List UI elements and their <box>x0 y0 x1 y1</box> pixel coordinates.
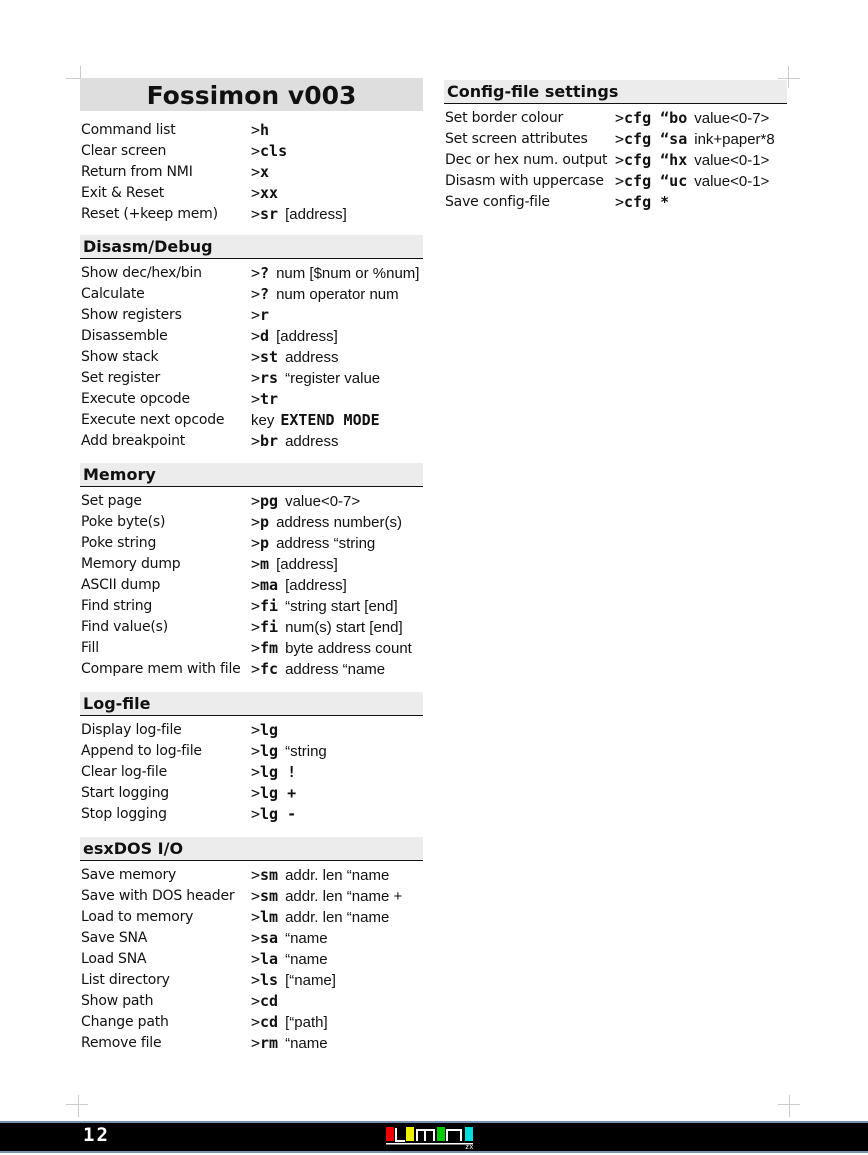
command-row <box>80 596 423 617</box>
command-description: Poke string <box>81 535 157 551</box>
section-header: Config-file settings <box>444 80 787 104</box>
command-row <box>80 949 423 970</box>
command-description: Set page <box>81 493 142 509</box>
command-syntax <box>251 804 296 826</box>
command-syntax <box>251 928 328 950</box>
prompt-symbol: > <box>251 1013 261 1031</box>
command-keyword: fi <box>260 597 279 615</box>
command-description: Compare mem with file <box>81 661 241 677</box>
command-row <box>80 762 423 783</box>
command-syntax <box>251 720 278 742</box>
prompt-symbol: > <box>251 866 261 884</box>
command-keyword: cfg “uc <box>624 172 688 190</box>
command-keyword: st <box>260 348 279 366</box>
command-keyword: lg <box>260 742 279 760</box>
command-description: Exit & Reset <box>81 185 165 201</box>
command-keyword: p <box>260 534 270 552</box>
command-syntax <box>251 865 389 887</box>
section-memory <box>80 463 423 680</box>
command-row <box>80 347 423 368</box>
command-syntax <box>615 150 769 172</box>
command-keyword: lg - <box>260 805 297 823</box>
command-description: Find string <box>81 598 153 614</box>
command-syntax <box>615 129 775 151</box>
command-syntax <box>251 491 360 513</box>
command-keyword: la <box>260 950 279 968</box>
footer-bar <box>0 1121 868 1153</box>
command-description: Fill <box>81 640 99 656</box>
command-syntax <box>251 886 402 908</box>
command-description: Find value(s) <box>81 619 168 635</box>
command-description: Clear log-file <box>81 764 167 780</box>
command-arguments: [“name] <box>285 972 336 989</box>
page-title: Fossimon v003 <box>80 78 423 111</box>
command-row <box>80 575 423 596</box>
command-description: Add breakpoint <box>81 433 186 449</box>
command-description: Execute opcode <box>81 391 190 407</box>
command-description: Change path <box>81 1014 169 1030</box>
prompt-symbol: > <box>251 492 261 510</box>
command-keyword: x <box>260 163 270 181</box>
command-row <box>80 865 423 886</box>
command-description: Save with DOS header <box>81 888 235 904</box>
section-header: Memory <box>80 463 423 487</box>
prompt-symbol: > <box>251 348 261 366</box>
command-description: Set register <box>81 370 161 386</box>
command-arguments: “string <box>285 743 327 760</box>
command-row <box>444 129 787 150</box>
command-syntax <box>251 263 419 285</box>
command-arguments: addr. len “name <box>285 909 390 926</box>
prompt-symbol: > <box>251 805 261 823</box>
command-description: List directory <box>81 972 170 988</box>
command-row <box>80 638 423 659</box>
command-keyword: cfg “hx <box>624 151 688 169</box>
command-keyword: h <box>260 121 270 139</box>
command-description: Save memory <box>81 867 177 883</box>
command-row <box>80 431 423 452</box>
prompt-symbol: > <box>251 971 261 989</box>
prompt-symbol: > <box>251 205 261 223</box>
command-syntax <box>251 554 338 576</box>
command-row <box>80 741 423 762</box>
command-keyword: fc <box>260 660 279 678</box>
command-row <box>80 183 423 204</box>
command-description: Execute next opcode <box>81 412 225 428</box>
command-description: Return from NMI <box>81 164 193 180</box>
command-syntax <box>251 907 389 929</box>
command-row <box>80 804 423 825</box>
command-syntax <box>251 410 380 432</box>
prompt-symbol: > <box>615 151 625 169</box>
command-description: Show path <box>81 993 154 1009</box>
prompt-symbol: > <box>251 660 261 678</box>
command-syntax <box>251 762 296 784</box>
command-row <box>80 533 423 554</box>
command-description: Set border colour <box>445 110 564 126</box>
command-arguments: [“path] <box>285 1014 328 1031</box>
command-description: Dec or hex num. output <box>445 152 608 168</box>
command-description: Set screen attributes <box>445 131 588 147</box>
command-arguments: [address] <box>285 577 347 594</box>
prompt-symbol: > <box>251 306 261 324</box>
command-keyword: lg ! <box>260 763 297 781</box>
command-keyword: fm <box>260 639 279 657</box>
prompt-symbol: > <box>251 721 261 739</box>
section-disasm-debug <box>80 235 423 452</box>
command-keyword: p <box>260 513 270 531</box>
command-description: Calculate <box>81 286 145 302</box>
command-syntax <box>251 741 327 763</box>
prompt-symbol: > <box>251 618 261 636</box>
command-row <box>80 783 423 804</box>
command-row <box>80 326 423 347</box>
command-arguments: addr. len “name <box>285 867 390 884</box>
command-arguments: value<0-7> <box>694 110 770 127</box>
command-description: Load to memory <box>81 909 194 925</box>
command-keyword: lg <box>260 721 279 739</box>
command-arguments: addr. len “name + <box>285 888 403 905</box>
command-keyword: ls <box>260 971 279 989</box>
command-description: ASCII dump <box>81 577 161 593</box>
command-row <box>80 907 423 928</box>
command-row <box>444 192 787 213</box>
command-syntax <box>251 783 296 805</box>
prompt-symbol: > <box>251 950 261 968</box>
command-row <box>80 368 423 389</box>
command-syntax <box>251 949 328 971</box>
command-row <box>80 491 423 512</box>
command-syntax <box>615 171 769 193</box>
command-keyword: m <box>260 555 270 573</box>
command-syntax <box>251 575 347 597</box>
prompt-symbol: > <box>251 908 261 926</box>
command-keyword: cls <box>260 142 288 160</box>
command-description: Clear screen <box>81 143 167 159</box>
command-description: Save SNA <box>81 930 148 946</box>
command-syntax <box>251 120 269 142</box>
command-row <box>80 512 423 533</box>
prompt-symbol: > <box>251 327 261 345</box>
command-syntax <box>251 368 380 390</box>
command-arguments: address “name <box>285 661 386 678</box>
prompt-symbol: > <box>251 390 261 408</box>
command-syntax <box>251 326 338 348</box>
command-syntax <box>251 659 385 681</box>
command-arguments: address “string <box>276 535 376 552</box>
prompt-symbol: > <box>251 163 261 181</box>
command-row <box>444 150 787 171</box>
prompt-symbol: > <box>251 992 261 1010</box>
command-row <box>80 305 423 326</box>
command-description: Start logging <box>81 785 169 801</box>
command-keyword: sm <box>260 887 279 905</box>
command-keyword: ? <box>260 264 270 282</box>
command-row <box>80 120 423 141</box>
command-row <box>80 410 423 431</box>
prompt-symbol: > <box>615 130 625 148</box>
command-keyword: sm <box>260 866 279 884</box>
prompt-symbol: > <box>615 109 625 127</box>
command-description: Command list <box>81 122 176 138</box>
command-row <box>80 991 423 1012</box>
command-syntax <box>615 192 669 214</box>
prompt-symbol: > <box>251 285 261 303</box>
command-arguments: [address] <box>276 556 338 573</box>
command-arguments: “name <box>285 951 328 968</box>
prompt-symbol: > <box>251 264 261 282</box>
command-arguments: ink+paper*8 <box>694 131 775 148</box>
command-keyword: d <box>260 327 270 345</box>
section-esxdos-io <box>80 837 423 1054</box>
command-keyword: lm <box>260 908 279 926</box>
command-keyword: cfg “bo <box>624 109 688 127</box>
command-row <box>80 204 423 225</box>
command-description: Disassemble <box>81 328 168 344</box>
svg-text:zx: zx <box>465 1143 474 1149</box>
command-row <box>80 886 423 907</box>
prompt-symbol: > <box>251 555 261 573</box>
command-row <box>80 1012 423 1033</box>
command-keyword: r <box>260 306 270 324</box>
command-keyword: EXTEND MODE <box>280 411 380 429</box>
command-syntax <box>251 638 412 660</box>
command-arguments: address <box>285 349 339 366</box>
command-arguments: num operator num <box>276 286 399 303</box>
prompt-symbol: > <box>251 432 261 450</box>
command-description: Disasm with uppercase <box>445 173 604 189</box>
command-row <box>80 389 423 410</box>
prompt-symbol: > <box>251 142 261 160</box>
command-arguments: “name <box>285 930 328 947</box>
section-log-file <box>80 692 423 825</box>
prompt-symbol: > <box>251 184 261 202</box>
prompt-symbol: > <box>251 534 261 552</box>
command-description: Append to log-file <box>81 743 202 759</box>
command-arguments: num(s) start [end] <box>285 619 403 636</box>
command-syntax <box>251 970 336 992</box>
command-keyword: lg + <box>260 784 297 802</box>
command-row <box>80 970 423 991</box>
command-description: Reset (+keep mem) <box>81 206 218 222</box>
section-header: Disasm/Debug <box>80 235 423 259</box>
command-keyword: pg <box>260 492 279 510</box>
section-header: esxDOS I/O <box>80 837 423 861</box>
prompt-symbol: > <box>251 513 261 531</box>
command-row <box>80 554 423 575</box>
command-syntax <box>251 1033 328 1055</box>
command-syntax <box>251 162 269 184</box>
command-keyword: rs <box>260 369 279 387</box>
command-keyword: ma <box>260 576 279 594</box>
command-prefix: key <box>251 412 275 429</box>
command-arguments: “register value <box>285 370 381 387</box>
command-row <box>80 263 423 284</box>
prompt-symbol: > <box>251 121 261 139</box>
command-syntax <box>251 596 398 618</box>
command-row <box>444 108 787 129</box>
command-arguments: “string start [end] <box>285 598 398 615</box>
prompt-symbol: > <box>615 172 625 190</box>
prompt-symbol: > <box>251 597 261 615</box>
command-description: Memory dump <box>81 556 181 572</box>
command-keyword: br <box>260 432 279 450</box>
section-config-file <box>444 80 787 213</box>
command-keyword: cfg * <box>624 193 670 211</box>
command-keyword: fi <box>260 618 279 636</box>
prompt-symbol: > <box>251 784 261 802</box>
command-syntax <box>251 533 375 555</box>
command-syntax <box>251 512 402 534</box>
section-general <box>80 120 423 225</box>
command-keyword: cd <box>260 992 279 1010</box>
command-arguments: value<0-1> <box>694 173 770 190</box>
command-arguments: address <box>285 433 339 450</box>
command-arguments: num [$num or %num] <box>276 265 420 282</box>
command-syntax <box>251 284 399 306</box>
command-keyword: xx <box>260 184 279 202</box>
page-number: 12 <box>83 1124 110 1146</box>
command-syntax <box>251 141 287 163</box>
command-arguments: value<0-1> <box>694 152 770 169</box>
command-description: Load SNA <box>81 951 147 967</box>
command-description: Show stack <box>81 349 159 365</box>
command-arguments: [address] <box>285 206 347 223</box>
command-syntax <box>251 347 338 369</box>
command-row <box>80 141 423 162</box>
prompt-symbol: > <box>251 887 261 905</box>
command-row <box>80 162 423 183</box>
prompt-symbol: > <box>251 742 261 760</box>
command-row <box>80 617 423 638</box>
command-description: Poke byte(s) <box>81 514 166 530</box>
command-description: Save config-file <box>445 194 550 210</box>
command-syntax <box>251 389 278 411</box>
command-keyword: ? <box>260 285 270 303</box>
prompt-symbol: > <box>251 929 261 947</box>
prompt-symbol: > <box>251 576 261 594</box>
command-row <box>80 659 423 680</box>
command-keyword: cd <box>260 1013 279 1031</box>
command-arguments: byte address count <box>285 640 412 657</box>
prompt-symbol: > <box>251 1034 261 1052</box>
command-arguments: [address] <box>276 328 338 345</box>
lmn-zx-logo <box>385 1125 483 1149</box>
command-arguments: value<0-7> <box>285 493 361 510</box>
command-keyword: cfg “sa <box>624 130 688 148</box>
command-arguments: address number(s) <box>276 514 402 531</box>
command-description: Stop logging <box>81 806 167 822</box>
command-keyword: rm <box>260 1034 279 1052</box>
command-syntax <box>251 991 278 1013</box>
command-syntax <box>251 305 269 327</box>
prompt-symbol: > <box>615 193 625 211</box>
section-header: Log-file <box>80 692 423 716</box>
command-row <box>80 1033 423 1054</box>
command-arguments: “name <box>285 1035 328 1052</box>
command-keyword: sa <box>260 929 279 947</box>
command-description: Remove file <box>81 1035 162 1051</box>
command-keyword: sr <box>260 205 279 223</box>
command-keyword: tr <box>260 390 279 408</box>
command-row <box>80 284 423 305</box>
command-syntax <box>251 183 278 205</box>
command-row <box>444 171 787 192</box>
command-description: Show dec/hex/bin <box>81 265 202 281</box>
command-description: Display log-file <box>81 722 182 738</box>
command-syntax <box>251 431 338 453</box>
command-syntax <box>615 108 769 130</box>
command-description: Show registers <box>81 307 182 323</box>
command-syntax <box>251 617 403 639</box>
prompt-symbol: > <box>251 369 261 387</box>
command-syntax <box>251 204 347 226</box>
command-row <box>80 720 423 741</box>
command-syntax <box>251 1012 328 1034</box>
command-row <box>80 928 423 949</box>
prompt-symbol: > <box>251 763 261 781</box>
prompt-symbol: > <box>251 639 261 657</box>
